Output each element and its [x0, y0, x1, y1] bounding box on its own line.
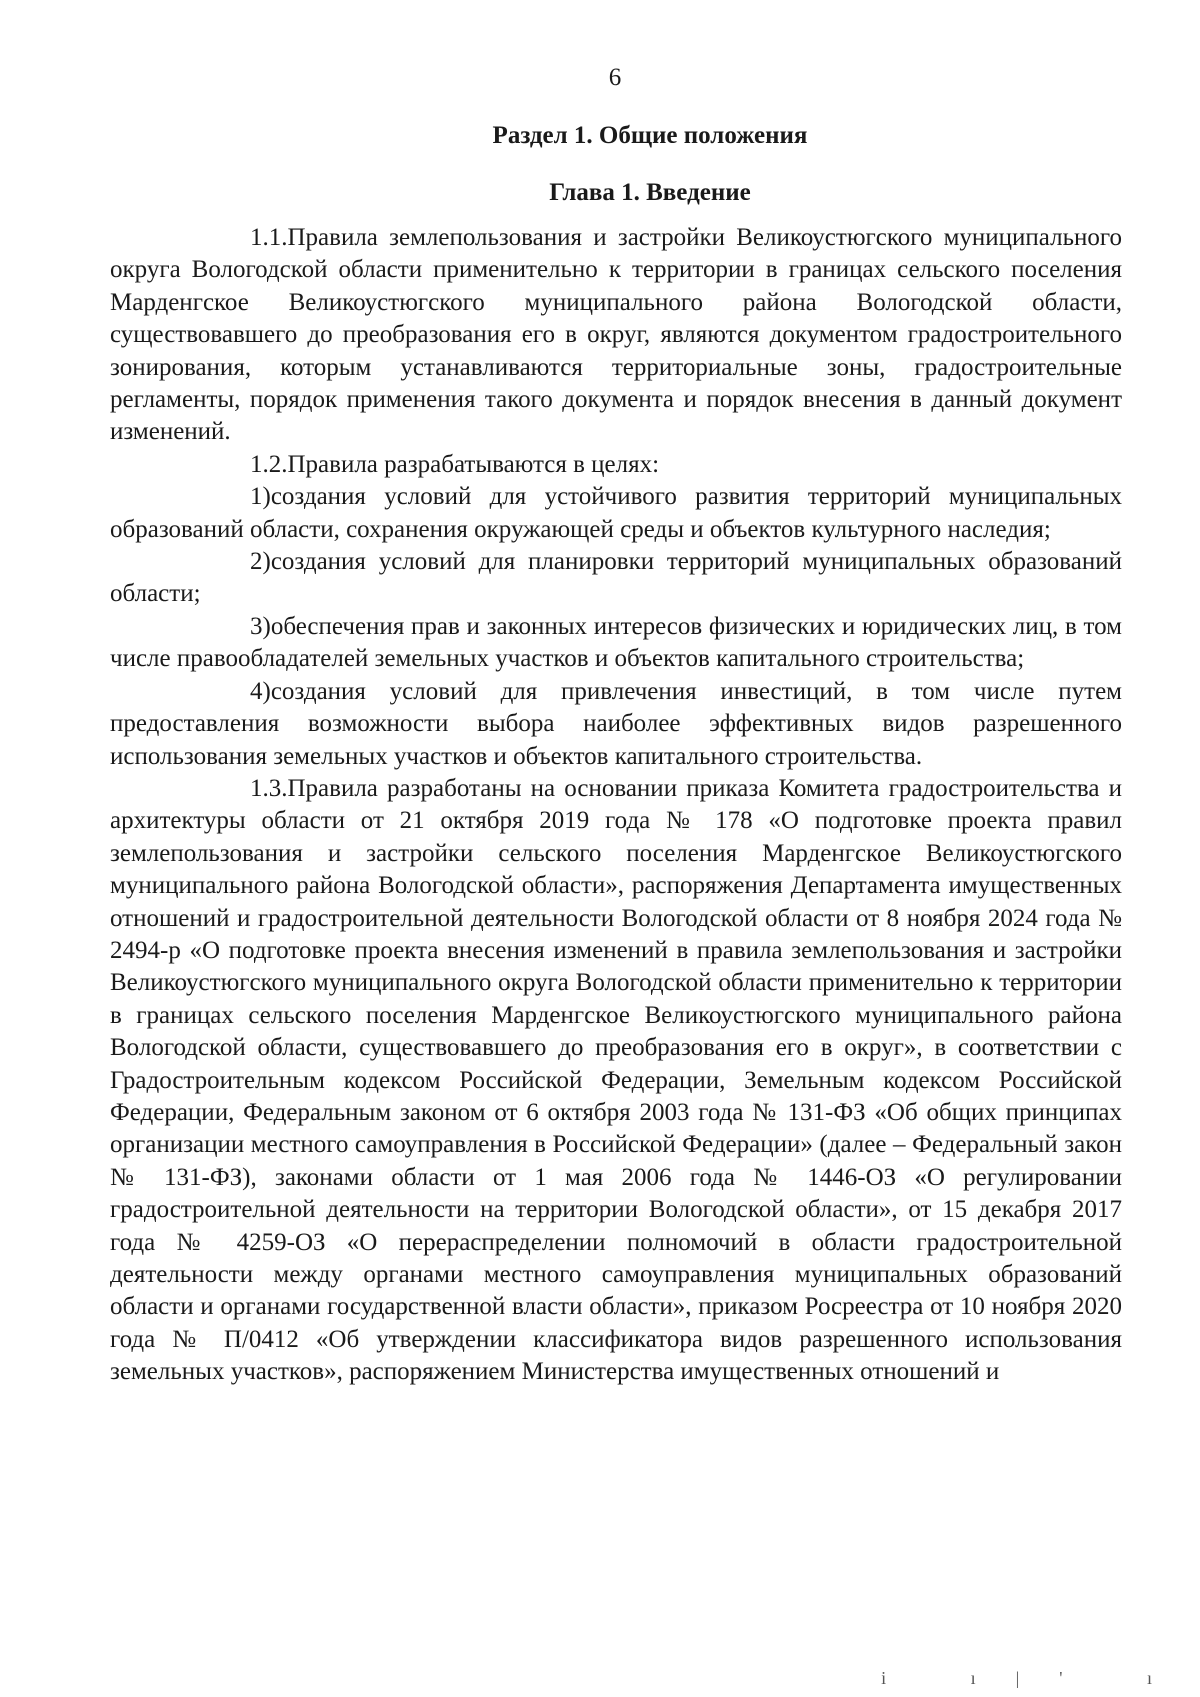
- paragraph-number: 1.1.: [250, 224, 288, 251]
- list-item-number: 2): [250, 548, 271, 576]
- section-heading: Раздел 1. Общие положения: [492, 122, 808, 149]
- list-item-2: [110, 546, 1122, 611]
- list-item-number: 1): [250, 483, 271, 511]
- list-item-text: создания условий для привлечения инвестиций, в том числе путем предоставления возможности выбора наиболее эффективных видов разрешенного использования земельных участков и объектов капитального строительства.: [110, 677, 1122, 770]
- paragraph-text: Правила землепользования и застройки Великоустюгского муниципального округа Вологодской области применительно к территории в границах сельского поселения Марденгское Великоустюгского муниципального района Вологодской области, существовавшего до преобразования его в округ, являются документом градостроительного зонирования, которым устанавливаются территориальные зоны, градостроительные регламенты, порядок применения такого документа и порядок внесения в данный документ изменений.: [110, 224, 1122, 446]
- document-body: [110, 222, 1122, 1389]
- chapter-heading: Глава 1. Введение: [549, 179, 751, 206]
- scan-artifact-marks: i ı|' ı: [881, 1668, 1192, 1688]
- list-item-text: обеспечения прав и законных интересов физических и юридических лиц, в том числе правообладателей земельных участков и объектов капитального строительства;: [110, 612, 1122, 673]
- list-item-1: [110, 481, 1122, 546]
- paragraph-1-1: [110, 222, 1122, 449]
- paragraph-1-2: [110, 449, 1122, 481]
- list-item-number: 3): [250, 612, 271, 640]
- paragraph-1-3: [110, 773, 1122, 1389]
- list-item-text: создания условий для устойчивого развития территорий муниципальных образований области, сохранения окружающей среды и объектов культурного наследия;: [110, 483, 1122, 543]
- list-item-4: [110, 676, 1122, 773]
- paragraph-number: 1.3.: [250, 774, 288, 802]
- list-item-text: создания условий для планировки территорий муниципальных образований области;: [110, 548, 1122, 608]
- paragraph-text: Правила разработаны на основании приказа Комитета градостроительства и архитектуры области от 21 октября 2019 года № 178 «О подготовке проекта правил землепользования и застройки сельского поселения Марденгское Великоустюгского муниципального района Вологодской области», распоряжения Департамента имущественных отношений и градостроительной деятельности Вологодской области от 8 ноября 2024 года № 2494-р «О подготовке проекта внесения изменений в правила землепользования и застройки Великоустюгского муниципального округа Вологодской области применительно к территории в границах сельского поселения Марденгское Великоустюгского муниципального района Вологодской области, существовавшего до преобразования его в округ», в соответствии с Градостроительным кодексом Российской Федерации, Земельным кодексом Российской Федерации, Федеральным законом от 6 октября 2003 года № 131-ФЗ «Об общих принципах организации местного самоуправления в Российской Федерации» (далее – Федеральный закон № 131-ФЗ), законами области от 1 мая 2006 года № 1446-ОЗ «О регулировании градостроительной деятельности на территории Вологодской области», от 15 декабря 2017 года № 4259-ОЗ «О перераспределении полномочий в области градостроительной деятельности между органами местного самоуправления муниципальных образований области и органами государственной власти области», приказом Росреестра от 10 ноября 2020 года № П/0412 «Об утверждении классификатора видов разрешенного использования земельных участков», распоряжением Министерства имущественных отношений и: [110, 774, 1122, 1386]
- page-number: 6: [608, 64, 622, 91]
- paragraph-number: 1.2.: [250, 450, 288, 478]
- paragraph-text: Правила разрабатываются в целях:: [287, 450, 660, 478]
- list-item-number: 4): [250, 677, 271, 705]
- list-item-3: [110, 611, 1122, 676]
